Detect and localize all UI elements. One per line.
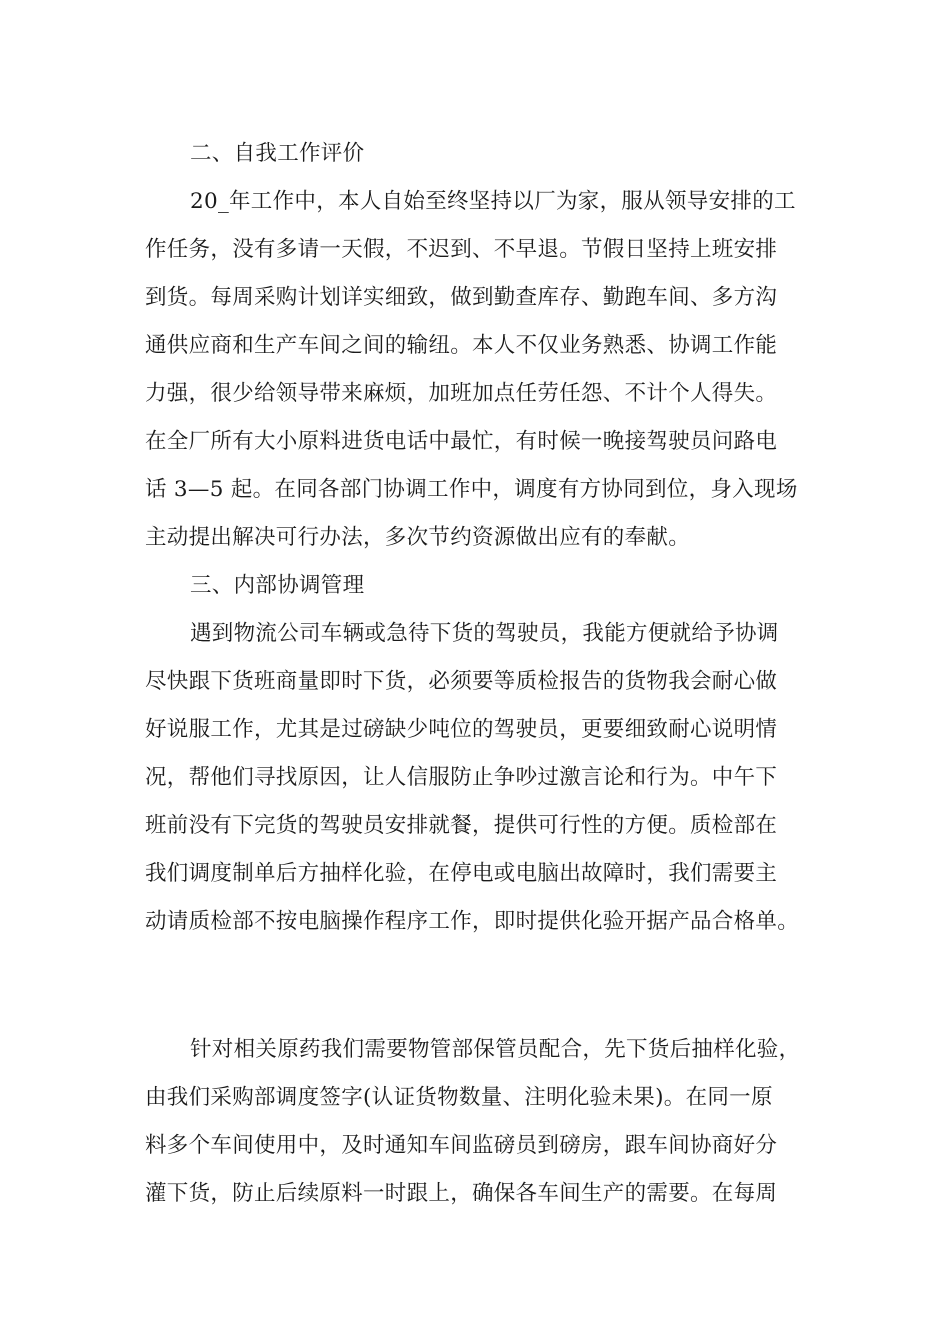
section-heading-internal-coordination: 三、内部协调管理 [190,573,365,598]
paragraph-line: 由我们采购部调度签字(认证货物数量、注明化验未果)。在同一原 [145,1085,773,1110]
paragraph-line: 好说服工作，尤其是过磅缺少吨位的驾驶员，更要细致耐心说明情 [145,717,778,742]
paragraph-line: 遇到物流公司车辆或急待下货的驾驶员，我能方便就给予协调 [190,621,779,646]
paragraph-line: 力强，很少给领导带来麻烦，加班加点任劳任怨、不计个人得失。 [145,381,778,406]
paragraph-line: 动请质检部不按电脑操作程序工作，即时提供化验开据产品合格单。 [145,909,800,934]
paragraph-line: 针对相关原药我们需要物管部保管员配合，先下货后抽样化验， [190,1037,801,1062]
paragraph-line: 20_年工作中，本人自始至终坚持以厂为家，服从领导安排的工 [190,189,796,214]
paragraph-line: 作任务，没有多请一天假，不迟到、不早退。节假日坚持上班安排 [145,237,778,262]
paragraph-line: 通供应商和生产车间之间的输纽。本人不仅业务熟悉、协调工作能 [145,333,778,358]
paragraph-line: 到货。每周采购计划详实细致，做到勤查库存、勤跑车间、多方沟 [145,285,778,310]
paragraph-line: 尽快跟下货班商量即时下货，必须要等质检报告的货物我会耐心做 [145,669,778,694]
paragraph-line: 话 3—5 起。在同各部门协调工作中，调度有方协同到位，身入现场 [145,477,798,502]
paragraph-line: 况，帮他们寻找原因，让人信服防止争吵过激言论和行为。中午下 [145,765,778,790]
paragraph-line: 料多个车间使用中，及时通知车间监磅员到磅房，跟车间协商好分 [145,1133,778,1158]
paragraph-line: 主动提出解决可行办法，多次节约资源做出应有的奉献。 [145,525,691,550]
paragraph-line: 我们调度制单后方抽样化验，在停电或电脑出故障时，我们需要主 [145,861,778,886]
section-heading-self-evaluation: 二、自我工作评价 [190,141,365,166]
paragraph-line: 在全厂所有大小原料进货电话中最忙，有时候一晚接驾驶员问路电 [145,429,778,454]
paragraph-line: 灌下货，防止后续原料一时跟上，确保各车间生产的需要。在每周 [145,1181,778,1206]
paragraph-line: 班前没有下完货的驾驶员安排就餐，提供可行性的方便。质检部在 [145,813,778,838]
